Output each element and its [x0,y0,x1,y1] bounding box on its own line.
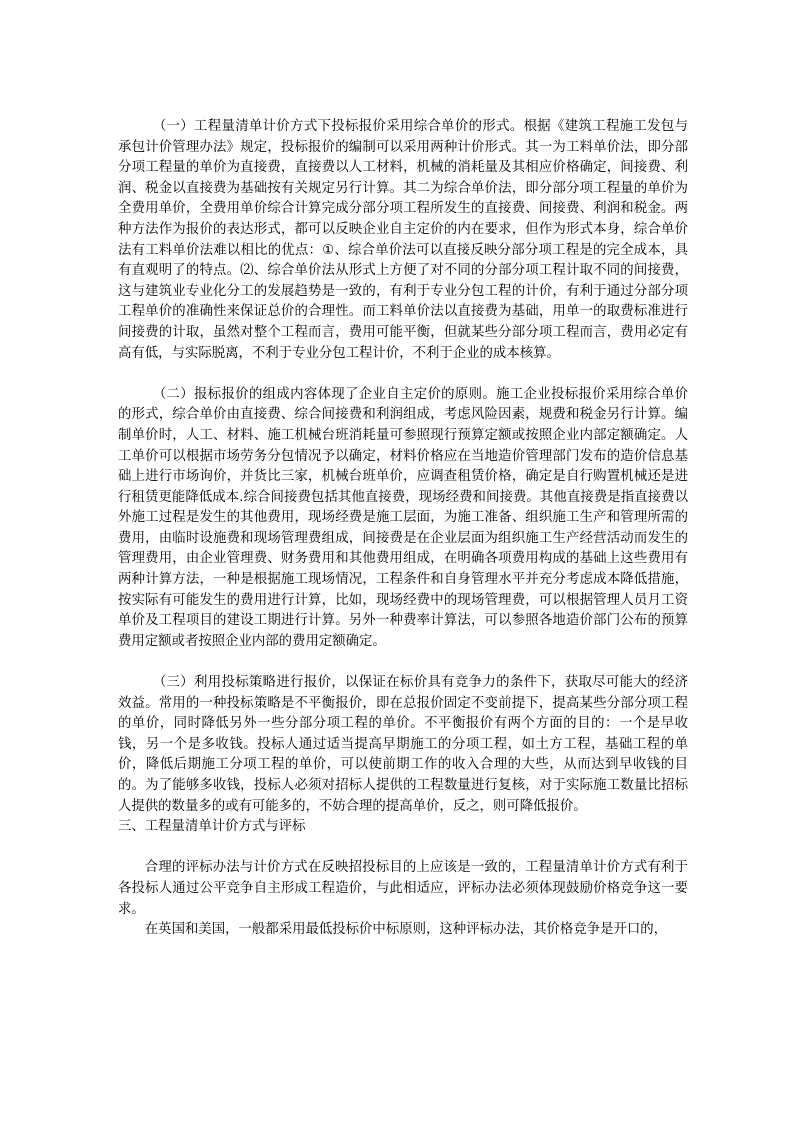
paragraph-evaluation-1: 合理的评标办法与计价方式在反映招投标目的上应该是一致的，工程量清单计价方式有利于各投标人通过公平竞争自主形成工程造价，与此相适应，评标办法必须体现鼓励价格竞争这一要求。 [118,860,688,917]
paragraph-spacer [118,652,688,673]
paragraph-section-1: （一）工程量清单计价方式下投标报价采用综合单价的形式。根据《建筑工程施工发包与承包计价管理办法》规定，投标报价的编制可以采用两种计价形式。其一为工料单价法，即分部分项工程量的单价为直接费，直接费以人工材料，机械的消耗量及其相应价格确定，间接费、利润、税金以直接费为基础按有关规定另行计算。其二为综合单价法，即分部分项工程量的单价为全费用单价，全费用单价综合计算完成分部分项工程所发生的直接费、间接费、利润和税金。两种方法作为报价的表达形式，都可以反映企业自主定价的内在要求，但作为形式本身，综合单价法有工料单价法难以相比的优点：①、综合单价法可以直接反映分部分项工程是的完全成本，具有直观明了的特点。⑵、综合单价法从形式上方便了对不同的分部分项工程计取不同的间接费，这与建筑业专业化分工的发展趋势是一致的，有利于专业分包工程的计价，有利于通过分部分项工程单价的准确性来保证总价的合理性。而工料单价法以直接费为基础，用单一的取费标准进行间接费的计取，虽然对整个工程而言，费用可能平衡，但就某些分部分项工程而言，费用必定有高有低，与实际脱离，不利于专业分包工程计价，不利于企业的成本核算。 [118,119,688,361]
paragraph-spacer [118,838,688,859]
paragraph-evaluation-2: 在英国和美国，一般都采用最低投标价中标原则，这种评标办法，其价格竞争是开口的， [144,922,668,938]
section-heading: 三、工程量清单计价方式与评标 [118,819,306,835]
paragraph-section-3: （三）利用投标策略进行报价，以保证在标价具有竞争力的条件下，获取尽可能大的经济效益。常用的一种投标策略是不平衡报价，即在总报价固定不变前提下，提高某些分部分项工程的单价，同时降低另外一些分部分项工程的单价。不平衡报价有两个方面的目的：一个是早收钱，另一个是多收钱。投标人通过适当提高早期施工的分项工程，如土方工程，基础工程的单价，降低后期施工分项工程的单价，可以使前期工作的收入合理的大些，从而达到早收钱的目的。为了能够多收钱，投标人必须对招标人提供的工程数量进行复核，对于实际施工数量比招标人提供的数量多的或有可能多的，不妨合理的提高单价，反之，则可降低报价。 [118,675,688,814]
paragraph-spacer [118,364,688,385]
paragraph-section-2: （二）报标报价的组成内容体现了企业自主定价的原则。施工企业投标报价采用综合单价的形式，综合单价由直接费、综合间接费和利润组成，考虑风险因素，规费和税金另行计算。编制单价时，人工、材料、施工机械台班消耗量可参照现行预算定额或按照企业内部定额确定。人工单价可以根据市场劳务分包情况予以确定，材料价格应在当地造价管理部门发布的造价信息基础上进行市场询价，并货比三家，机械台班单价，应调查租赁价格，确定是自行购置机械还是进行租赁更能降低成本.综合间接费包括其他直接费，现场经费和间接费。其他直接费是指直接费以外施工过程是发生的其他费用，现场经费是施工层面，为施工准备、组织施工生产和管理所需的费用，由临时设施费和现场管理费组成，间接费是在企业层面为组织施工生产经营活动而发生的管理费用，由企业管理费、财务费用和其他费用组成，在明确各项费用构成的基础上这些费用有两种计算方法，一种是根据施工现场情况，工程条件和自身管理水平并充分考虑成本降低措施，按实际有可能发生的费用进行计算，比如，现场经费中的现场管理费，可以根据管理人员月工资单价及工程项目的建设工期进行计算。另外一种费率计算法，可以参照各地造价部门公布的预算费用定额或者按照企业内部的费用定额确定。 [118,386,688,649]
document-page [118,117,688,941]
